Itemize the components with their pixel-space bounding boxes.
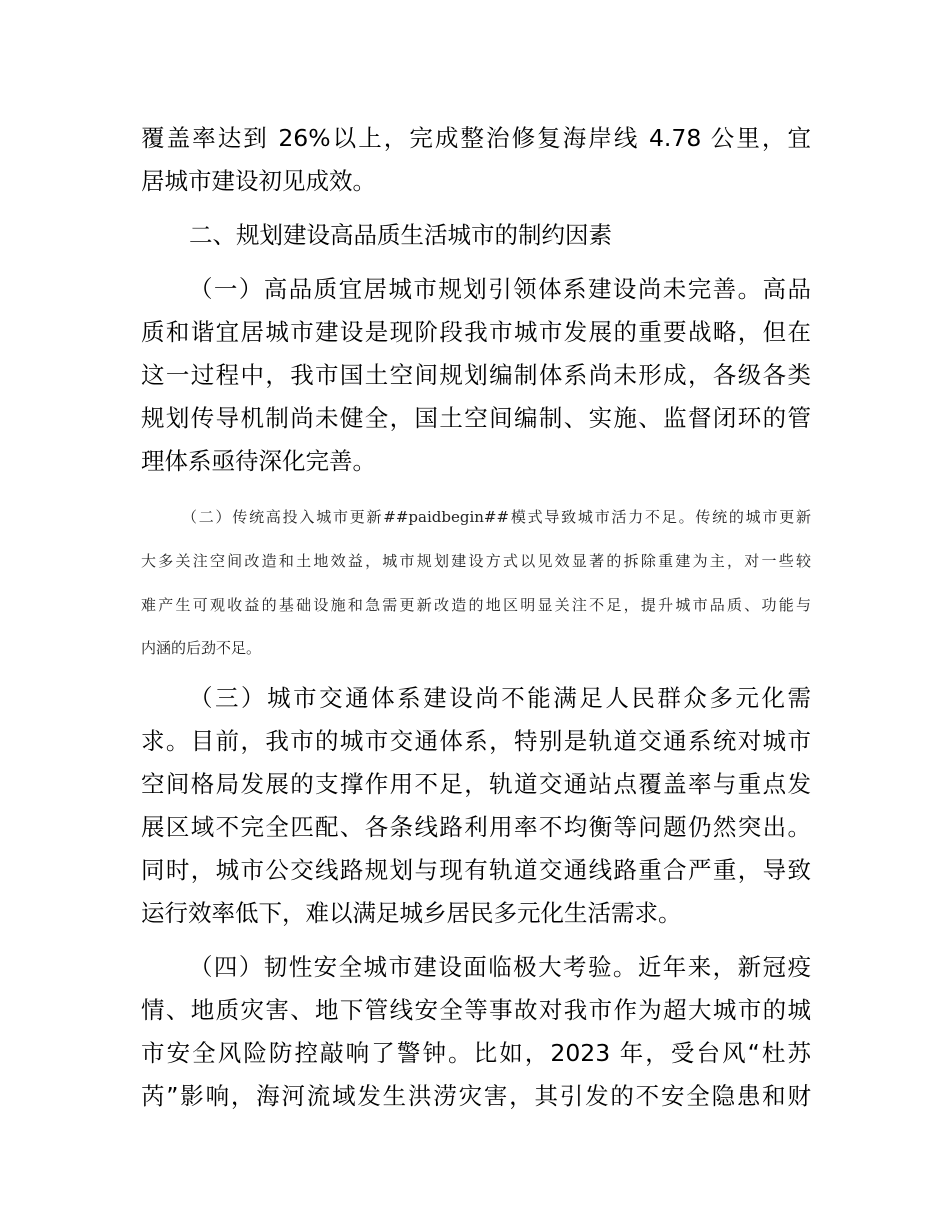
paragraph-3-line-1: 大多关注空间改造和土地效益，城市规划建设方式以见效显著的拆除重建为主，对一些较 [141, 552, 811, 570]
section-heading: 二、规划建设高品质生活城市的制约因素 [189, 221, 612, 249]
paragraph-2-line-0: （一）高品质宜居城市规划引领体系建设尚未完善。高品 [189, 275, 811, 303]
paragraph-4-line-0: （三）城市交通体系建设尚不能满足人民群众多元化需 [189, 684, 811, 712]
paragraph-2-line-3: 规划传导机制尚未健全，国土空间编制、实施、监督闭环的管 [141, 404, 811, 432]
paragraph-2-line-1: 质和谐宜居城市建设是现阶段我市城市发展的重要战略，但在 [141, 318, 811, 346]
paragraph-3-line-0: （二）传统高投入城市更新##paidbegin##模式导致城市活力不足。传统的城市更新 [182, 508, 811, 526]
paragraph-5-line-2: 市安全风险防控敲响了警钟。比如，2023 年，受台风“杜苏 [141, 1039, 811, 1067]
paragraph-4-line-3: 展区域不完全匹配、各条线路利用率不均衡等问题仍然突出。 [141, 813, 811, 841]
paragraph-3-line-2: 难产生可观收益的基础设施和急需更新改造的地区明显关注不足，提升城市品质、功能与 [141, 596, 811, 614]
paragraph-0-line-1: 居城市建设初见成效。 [141, 167, 376, 195]
paragraph-5-line-3: 芮”影响，海河流域发生洪涝灾害，其引发的不安全隐患和财 [141, 1082, 811, 1110]
paragraph-2-line-2: 这一过程中，我市国土空间规划编制体系尚未形成，各级各类 [141, 361, 811, 389]
paragraph-4-line-2: 空间格局发展的支撑作用不足，轨道交通站点覆盖率与重点发 [141, 770, 811, 798]
paragraph-3-line-3: 内涵的后劲不足。 [141, 639, 262, 657]
paragraph-0-line-0: 覆盖率达到 26%以上，完成整治修复海岸线 4.78 公里，宜 [141, 124, 811, 152]
paragraph-5-line-0: （四）韧性安全城市建设面临极大考验。近年来，新冠疫 [189, 953, 811, 981]
paragraph-2-line-4: 理体系亟待深化完善。 [141, 447, 376, 475]
paragraph-5-line-1: 情、地质灾害、地下管线安全等事故对我市作为超大城市的城 [141, 996, 811, 1024]
paragraph-4-line-4: 同时，城市公交线路规划与现有轨道交通线路重合严重，导致 [141, 856, 811, 884]
paragraph-4-line-1: 求。目前，我市的城市交通体系，特别是轨道交通系统对城市 [141, 727, 811, 755]
paragraph-4-line-5: 运行效率低下，难以满足城乡居民多元化生活需求。 [141, 899, 682, 927]
